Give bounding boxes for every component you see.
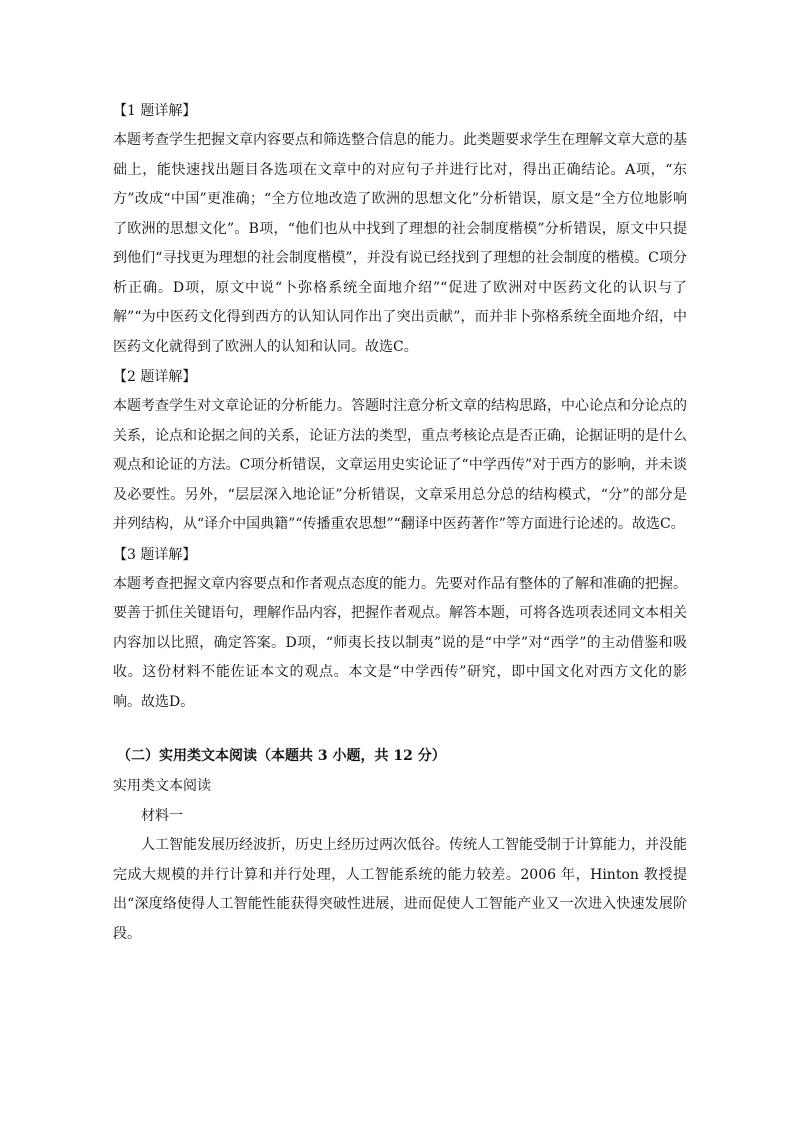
section-title: （二）实用类文本阅读（本题共 3 小题，共 12 分） <box>117 748 446 764</box>
q3-explanation: 本题考查把握文章内容要点和作者观点态度的能力。先要对作品有整体的了解和准确的把握。要善于抓住关键语句，理解作品内容，把握作者观点。解答本题，可将各选项表述同文本相关内容加以比照，确定答案。D项，“师夷长技以制夷”说的是“中学”对“西学”的主动借鉴和吸收。这份材料不能佐证本文的观点。本文是“中学西传”研究，即中国文化对西方文化的影响。故选D。 <box>113 575 687 710</box>
material-body: 人工智能发展历经波折，历史上经历过两次低谷。传统人工智能受制于计算能力，并没能完成大规模的并行计算和并行处理，人工智能系统的能力较差。2006 年，Hinton 教授提出“深度络使得人工智能性能获得突破性进展，进而促使人工智能产业又一次进入快速发展阶段。 <box>113 837 687 942</box>
document-page <box>113 96 687 949</box>
q3-heading: 【3 题详解】 <box>113 546 197 563</box>
q1-heading: 【1 题详解】 <box>113 103 197 119</box>
section-spacer <box>113 717 687 741</box>
q2-explanation: 本题考查学生对文章论证的分析能力。答题时注意分析文章的结构思路，中心论点和分论点的关系，论点和论据之间的关系，论证方法的类型，重点考核论点是否正确，论据证明的是什么观点和论证的方法。C项分析错误，文章运用史实论证了“中学西传”对于西方的影响，并未谈及必要性。另外，“层层深入地论证”分析错误，文章采用总分总的结构模式，“分”的部分是并列结构，从“译介中国典籍”“传播重农思想”“翻译中医药著作”等方面进行论述的。故选C。 <box>113 398 687 532</box>
q1-explanation: 本题考查学生把握文章内容要点和筛选整合信息的能力。此类题要求学生在理解文章大意的基础上，能快速找出题目各选项在文章中的对应句子并进行比对，得出正确结论。A项，“东方”改成“中国”更准确；“全方位地改造了欧洲的思想文化”分析错误，原文是“全方位地影响了欧洲的思想文化”。B项，“他们也从中找到了理想的社会制度楷模”分析错误，原文中只提到他们“寻找更为理想的社会制度楷模”，并没有说已经找到了理想的社会制度的楷模。C项分析正确。D项，原文中说“卜弥格系统全面地介绍”“促进了欧洲对中医药文化的认识与了解”“为中医药文化得到西方的认知认同作出了突出贡献”，而并非卜弥格系统全面地介绍，中医药文化就得到了欧洲人的认知和认同。故选C。 <box>113 132 687 355</box>
section-subtitle: 实用类文本阅读 <box>113 778 211 794</box>
q2-heading: 【2 题详解】 <box>113 369 197 385</box>
material-label: 材料一 <box>141 808 183 824</box>
